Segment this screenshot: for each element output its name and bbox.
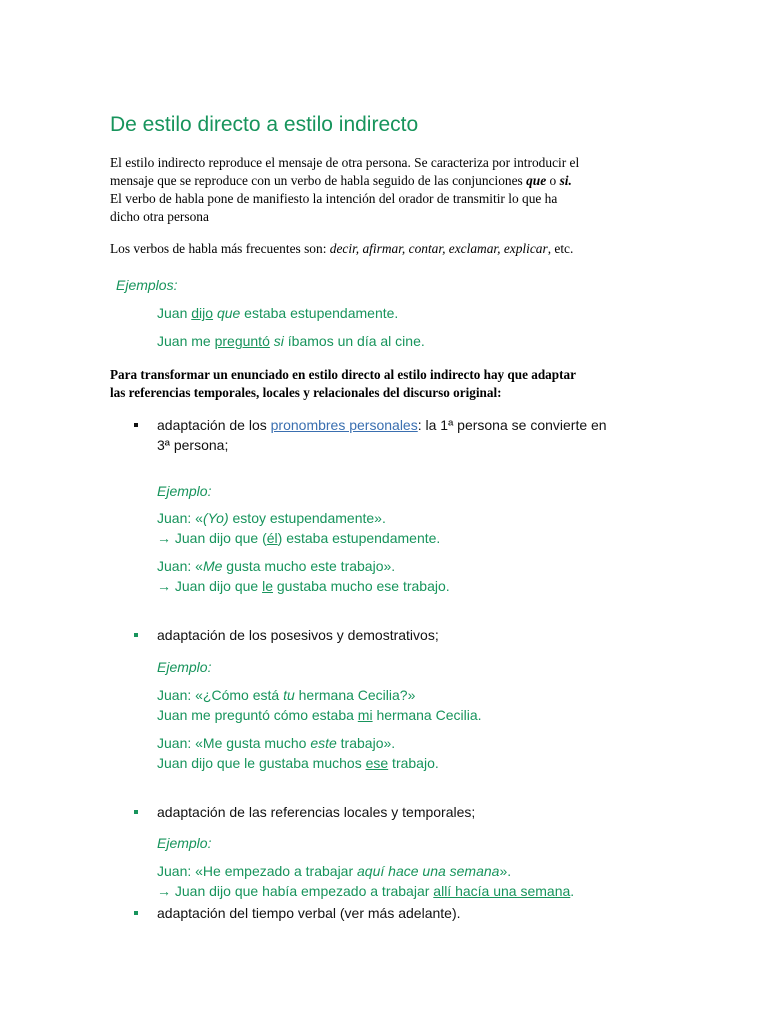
intro-line-4: dicho otra persona bbox=[110, 209, 209, 224]
bold-paragraph-line-2: las referencias temporales, locales y relacionales del discurso original: bbox=[110, 385, 502, 400]
b1-e2-c: ) estaba estupendamente. bbox=[277, 530, 441, 546]
b2-example-4 bbox=[157, 753, 439, 773]
pronombres-personales-link[interactable]: pronombres personales bbox=[270, 417, 418, 433]
verbos-prefix: Los verbos de habla más frecuentes son: bbox=[110, 241, 330, 256]
conj-si: si. bbox=[559, 173, 572, 188]
bullet-2-text: adaptación de los posesivos y demostrativos; bbox=[157, 627, 439, 643]
verbos-line bbox=[110, 240, 573, 258]
intro-line-2-text: mensaje que se reproduce con un verbo de habla seguido de las conjunciones bbox=[110, 173, 527, 188]
bullet-3-marker bbox=[134, 810, 138, 814]
b3-example-1 bbox=[157, 861, 511, 881]
bullet-1-marker bbox=[134, 423, 138, 427]
b2-example-1 bbox=[157, 685, 415, 705]
b2-e2-c: hermana Cecilia. bbox=[372, 707, 482, 723]
b3-e1-c: ». bbox=[499, 863, 512, 879]
b2-e1-c: hermana Cecilia?» bbox=[294, 687, 416, 703]
bold-paragraph bbox=[110, 366, 576, 402]
bullet-2-marker bbox=[134, 633, 138, 637]
b3-e2-b: allí hacía una semana bbox=[433, 883, 571, 899]
b1-e3-c: gusta mucho este trabajo». bbox=[222, 558, 396, 574]
intro-line-2 bbox=[110, 172, 579, 190]
b2-e3-b: este bbox=[310, 735, 337, 751]
b1-e3-a: Juan: « bbox=[157, 558, 203, 574]
b1-e3-b: Me bbox=[202, 558, 223, 574]
verbos-suffix: , etc. bbox=[547, 241, 574, 256]
b3-e2-a: → Juan dijo que había empezado a trabajar bbox=[157, 883, 434, 899]
b1-ejemplo-label: Ejemplo: bbox=[157, 483, 212, 499]
bullet-4-text: adaptación del tiempo verbal (ver más adelante). bbox=[157, 905, 461, 921]
b2-e2-a: Juan me preguntó cómo estaba bbox=[157, 707, 358, 723]
b2-ejemplo-label: Ejemplo: bbox=[157, 659, 212, 675]
b1-example-1 bbox=[157, 508, 386, 528]
b1-example-4 bbox=[157, 576, 450, 596]
b2-e4-a: Juan dijo que le gustaba muchos bbox=[157, 755, 366, 771]
ex1-text-e: estaba estupendamente. bbox=[240, 305, 399, 321]
b1-e1-b: (Yo) bbox=[202, 510, 229, 526]
ex2-text-e: íbamos un día al cine. bbox=[283, 333, 425, 349]
page-title: De estilo directo a estilo indirecto bbox=[110, 113, 419, 136]
b2-e4-c: trabajo. bbox=[388, 755, 439, 771]
b1-text-b: : la 1ª persona se convierte en bbox=[417, 417, 607, 433]
b3-e1-a: Juan: «He empezado a trabajar bbox=[157, 863, 358, 879]
conj-que: que bbox=[526, 173, 547, 188]
b1-e4-a: → Juan dijo que bbox=[157, 578, 263, 594]
bullet-1-text bbox=[157, 415, 607, 455]
b1-line-2: 3ª persona; bbox=[157, 437, 229, 453]
example-1 bbox=[157, 303, 398, 323]
conj-o: o bbox=[546, 173, 560, 188]
b1-e1-c: estoy estupendamente». bbox=[228, 510, 386, 526]
b1-e4-c: gustaba mucho ese trabajo. bbox=[272, 578, 450, 594]
example-2 bbox=[157, 331, 425, 351]
b1-e2-b: él bbox=[266, 530, 278, 546]
intro-line-3: El verbo de habla pone de manifiesto la intención del orador de transmitir lo que ha bbox=[110, 191, 558, 206]
b3-e2-c: . bbox=[570, 883, 575, 899]
b2-e1-a: Juan: «¿Cómo está bbox=[157, 687, 284, 703]
ex2-conj: si bbox=[273, 333, 284, 349]
b1-e4-b: le bbox=[262, 578, 273, 594]
b3-e1-b: aquí hace una semana bbox=[357, 863, 500, 879]
ex1-verb: dijo bbox=[191, 305, 214, 321]
ex2-text-a: Juan me bbox=[157, 333, 215, 349]
b2-e4-b: ese bbox=[365, 755, 389, 771]
b2-e3-c: trabajo». bbox=[336, 735, 396, 751]
ex2-verb: preguntó bbox=[214, 333, 270, 349]
bold-paragraph-line-1: Para transformar un enunciado en estilo directo al estilo indirecto hay que adaptar bbox=[110, 367, 576, 382]
b2-example-2 bbox=[157, 705, 482, 725]
b2-e1-b: tu bbox=[283, 687, 295, 703]
b2-e2-b: mi bbox=[357, 707, 373, 723]
ex1-text-a: Juan bbox=[157, 305, 192, 321]
b2-example-3 bbox=[157, 733, 395, 753]
intro-line-1: El estilo indirecto reproduce el mensaje de otra persona. Se caracteriza por introducir el bbox=[110, 155, 580, 170]
b3-example-2 bbox=[157, 881, 574, 901]
verbos-list: decir, afirmar, contar, exclamar, explicar bbox=[329, 241, 548, 256]
ex1-conj: que bbox=[216, 305, 241, 321]
bullet-4-marker bbox=[134, 911, 138, 915]
bullet-3-text: adaptación de las referencias locales y temporales; bbox=[157, 804, 476, 820]
b1-example-2 bbox=[157, 528, 440, 548]
ejemplos-label: Ejemplos: bbox=[116, 277, 178, 293]
b1-text-a: adaptación de los bbox=[157, 417, 271, 433]
b1-e2-a: → Juan dijo que ( bbox=[157, 530, 267, 546]
intro-paragraph bbox=[110, 154, 579, 226]
b1-e1-a: Juan: « bbox=[157, 510, 203, 526]
b3-ejemplo-label: Ejemplo: bbox=[157, 835, 212, 851]
b2-e3-a: Juan: «Me gusta mucho bbox=[157, 735, 311, 751]
b1-example-3 bbox=[157, 556, 395, 576]
